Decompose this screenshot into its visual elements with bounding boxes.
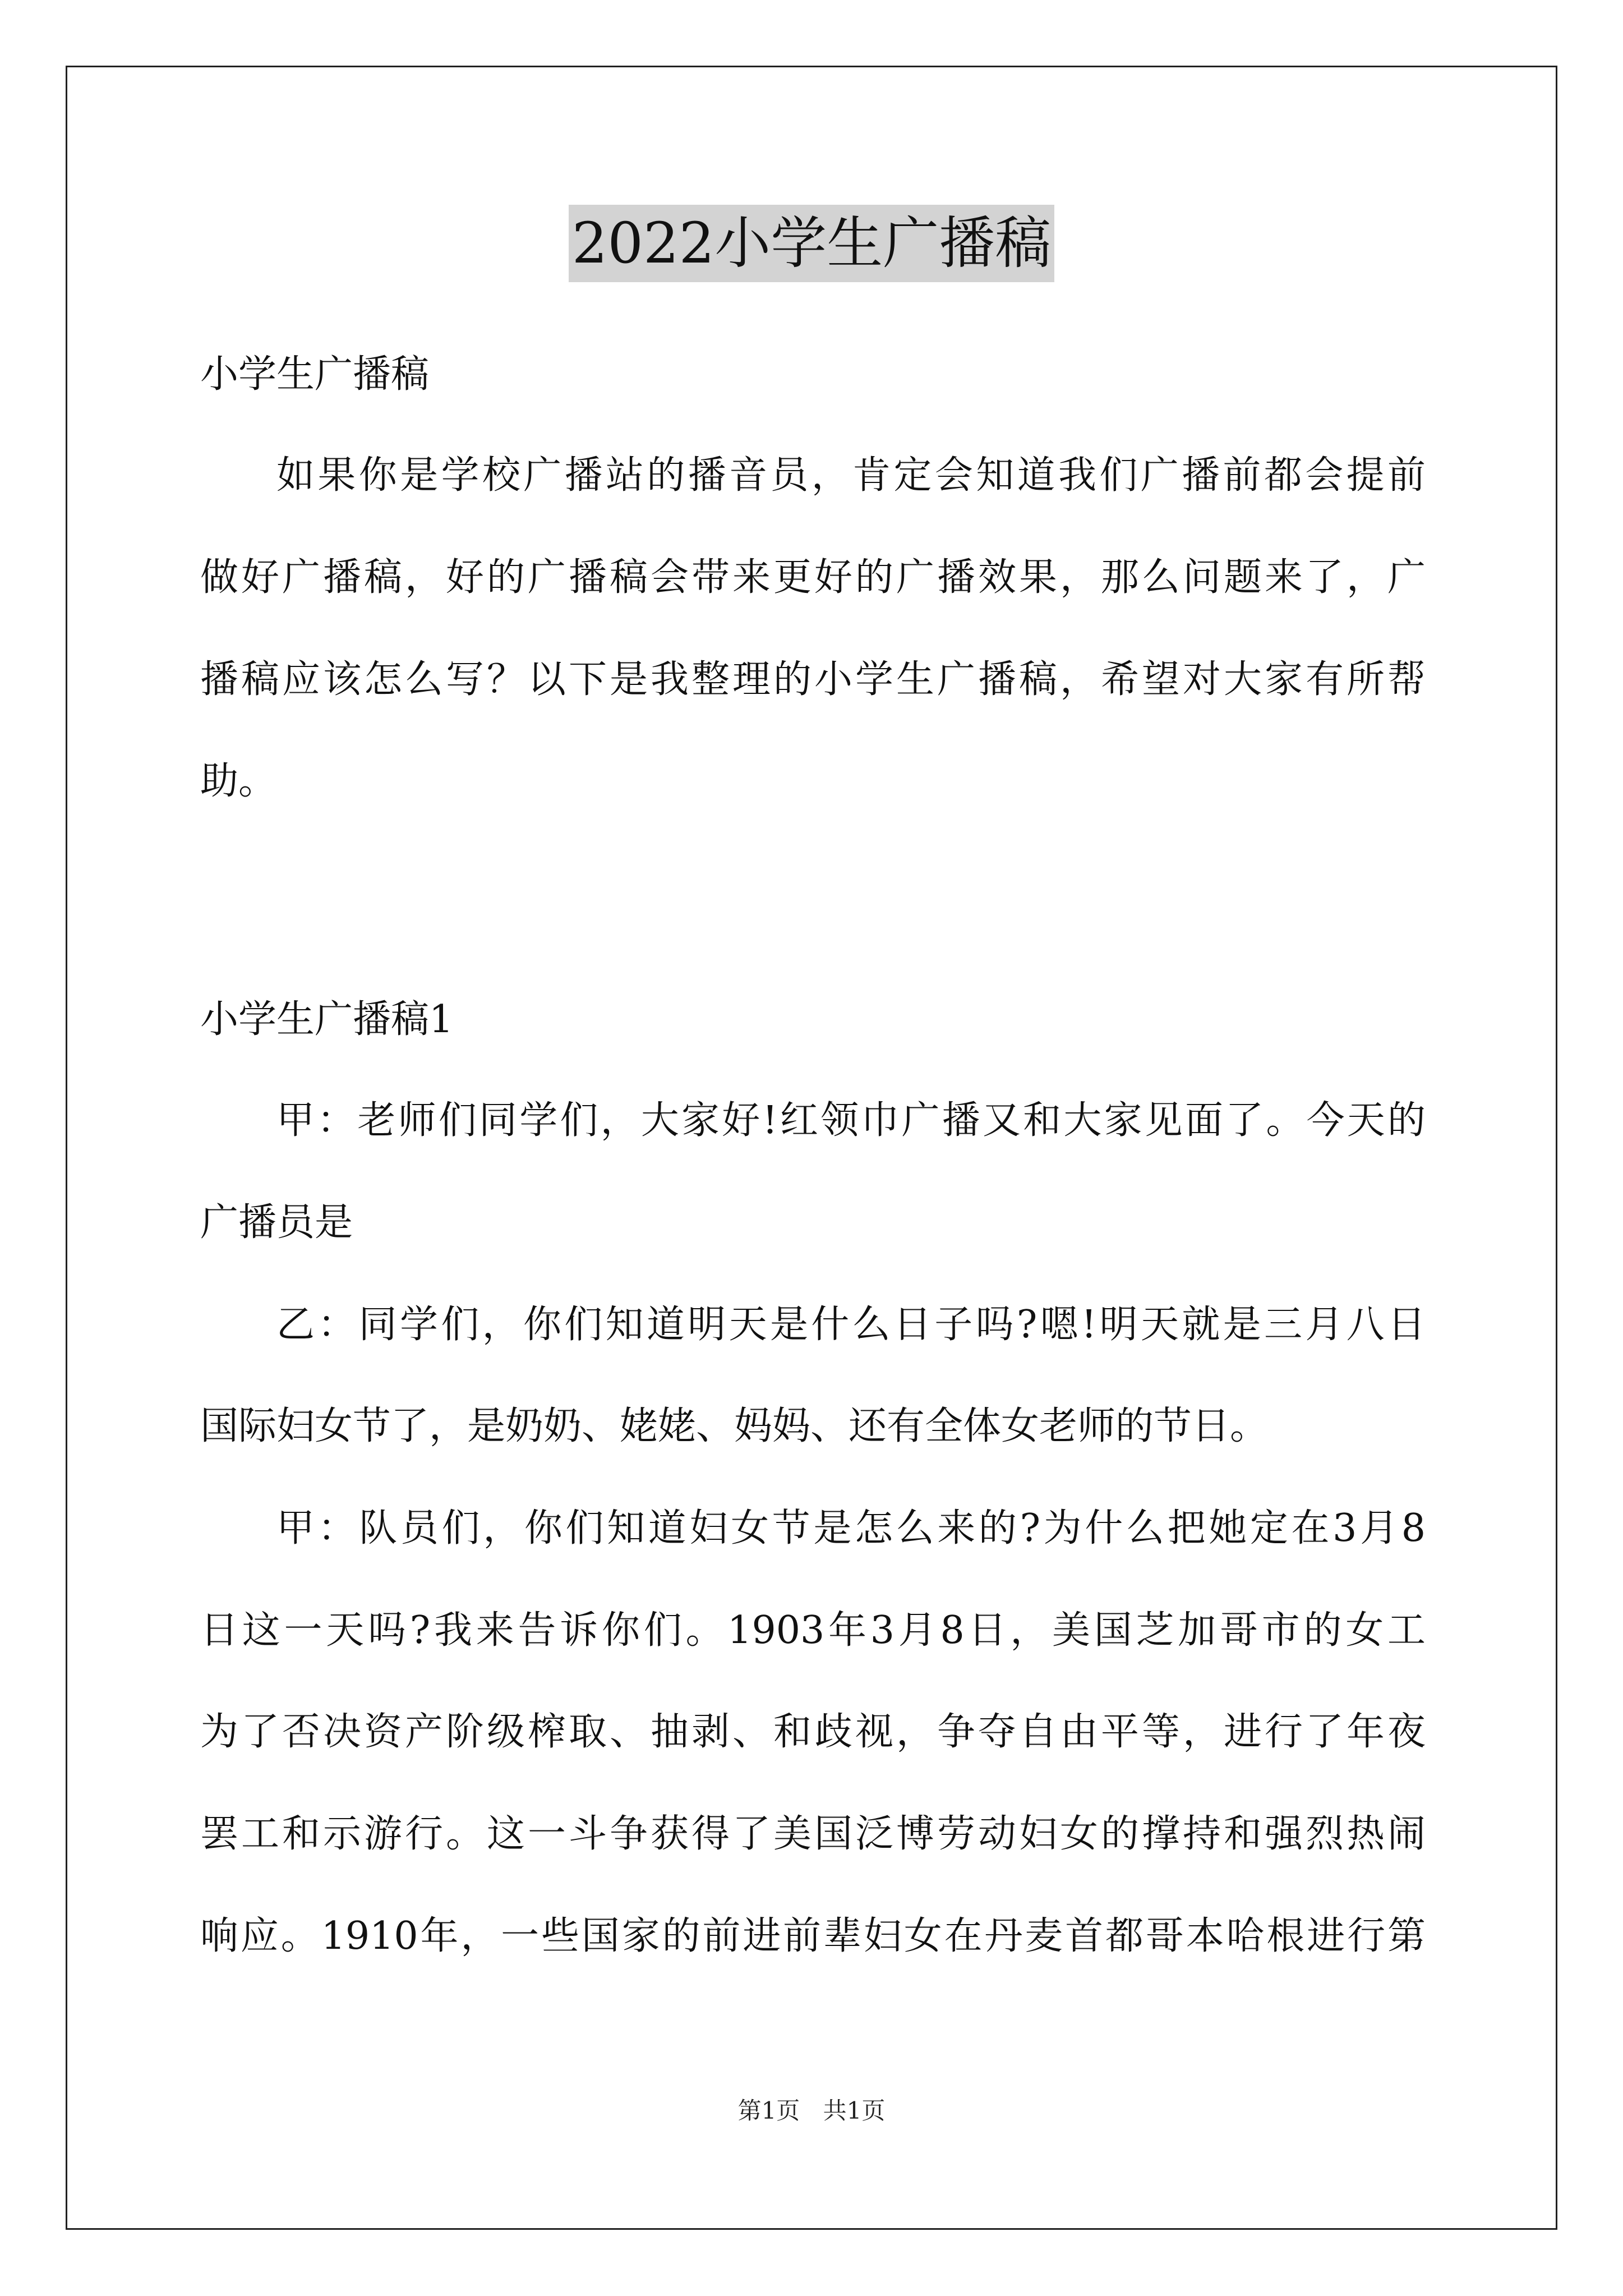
intro-line-2: 做好广播稿，好的广播稿会带来更好的广播效果，那么问题来了，广 bbox=[200, 555, 1426, 600]
intro-line-3: 播稿应该怎么写？以下是我整理的小学生广播稿，希望对大家有所帮 bbox=[200, 657, 1426, 702]
page-footer bbox=[0, 2095, 1623, 2127]
intro-line-4: 助。 bbox=[200, 759, 277, 803]
body-line-1: 甲：老师们同学们，大家好!红领巾广播又和大家见面了。今天的 bbox=[276, 1098, 1426, 1143]
document-title: 2022小学生广播稿 bbox=[569, 205, 1055, 282]
section-heading: 小学生广播稿1 bbox=[200, 997, 454, 1042]
body-line-8: 罢工和示游行。这一斗争获得了美国泛博劳动妇女的撑持和强烈热闹 bbox=[200, 1812, 1426, 1856]
footer-page-number: 第1页 bbox=[737, 2097, 800, 2124]
document-subtitle: 小学生广播稿 bbox=[200, 352, 430, 397]
body-line-4: 国际妇女节了，是奶奶、姥姥、妈妈、还有全体女老师的节日。 bbox=[200, 1404, 1269, 1448]
title-wrap bbox=[0, 205, 1623, 282]
intro-line-1: 如果你是学校广播站的播音员，肯定会知道我们广播前都会提前 bbox=[276, 453, 1426, 498]
footer-page-total: 共1页 bbox=[823, 2097, 886, 2124]
body-line-9: 响应。1910年，一些国家的前进前辈妇女在丹麦首都哥本哈根进行第 bbox=[200, 1914, 1426, 1958]
body-line-6: 日这一天吗?我来告诉你们。1903年3月8日，美国芝加哥市的女工 bbox=[200, 1608, 1426, 1653]
body-line-2: 广播员是 bbox=[200, 1200, 353, 1245]
body-line-7: 为了否决资产阶级榨取、抽剥、和歧视，争夺自由平等，进行了年夜 bbox=[200, 1710, 1426, 1754]
body-line-5: 甲：队员们，你们知道妇女节是怎么来的?为什么把她定在3月8 bbox=[276, 1506, 1426, 1550]
body-line-3: 乙：同学们，你们知道明天是什么日子吗?嗯!明天就是三月八日 bbox=[276, 1303, 1426, 1347]
